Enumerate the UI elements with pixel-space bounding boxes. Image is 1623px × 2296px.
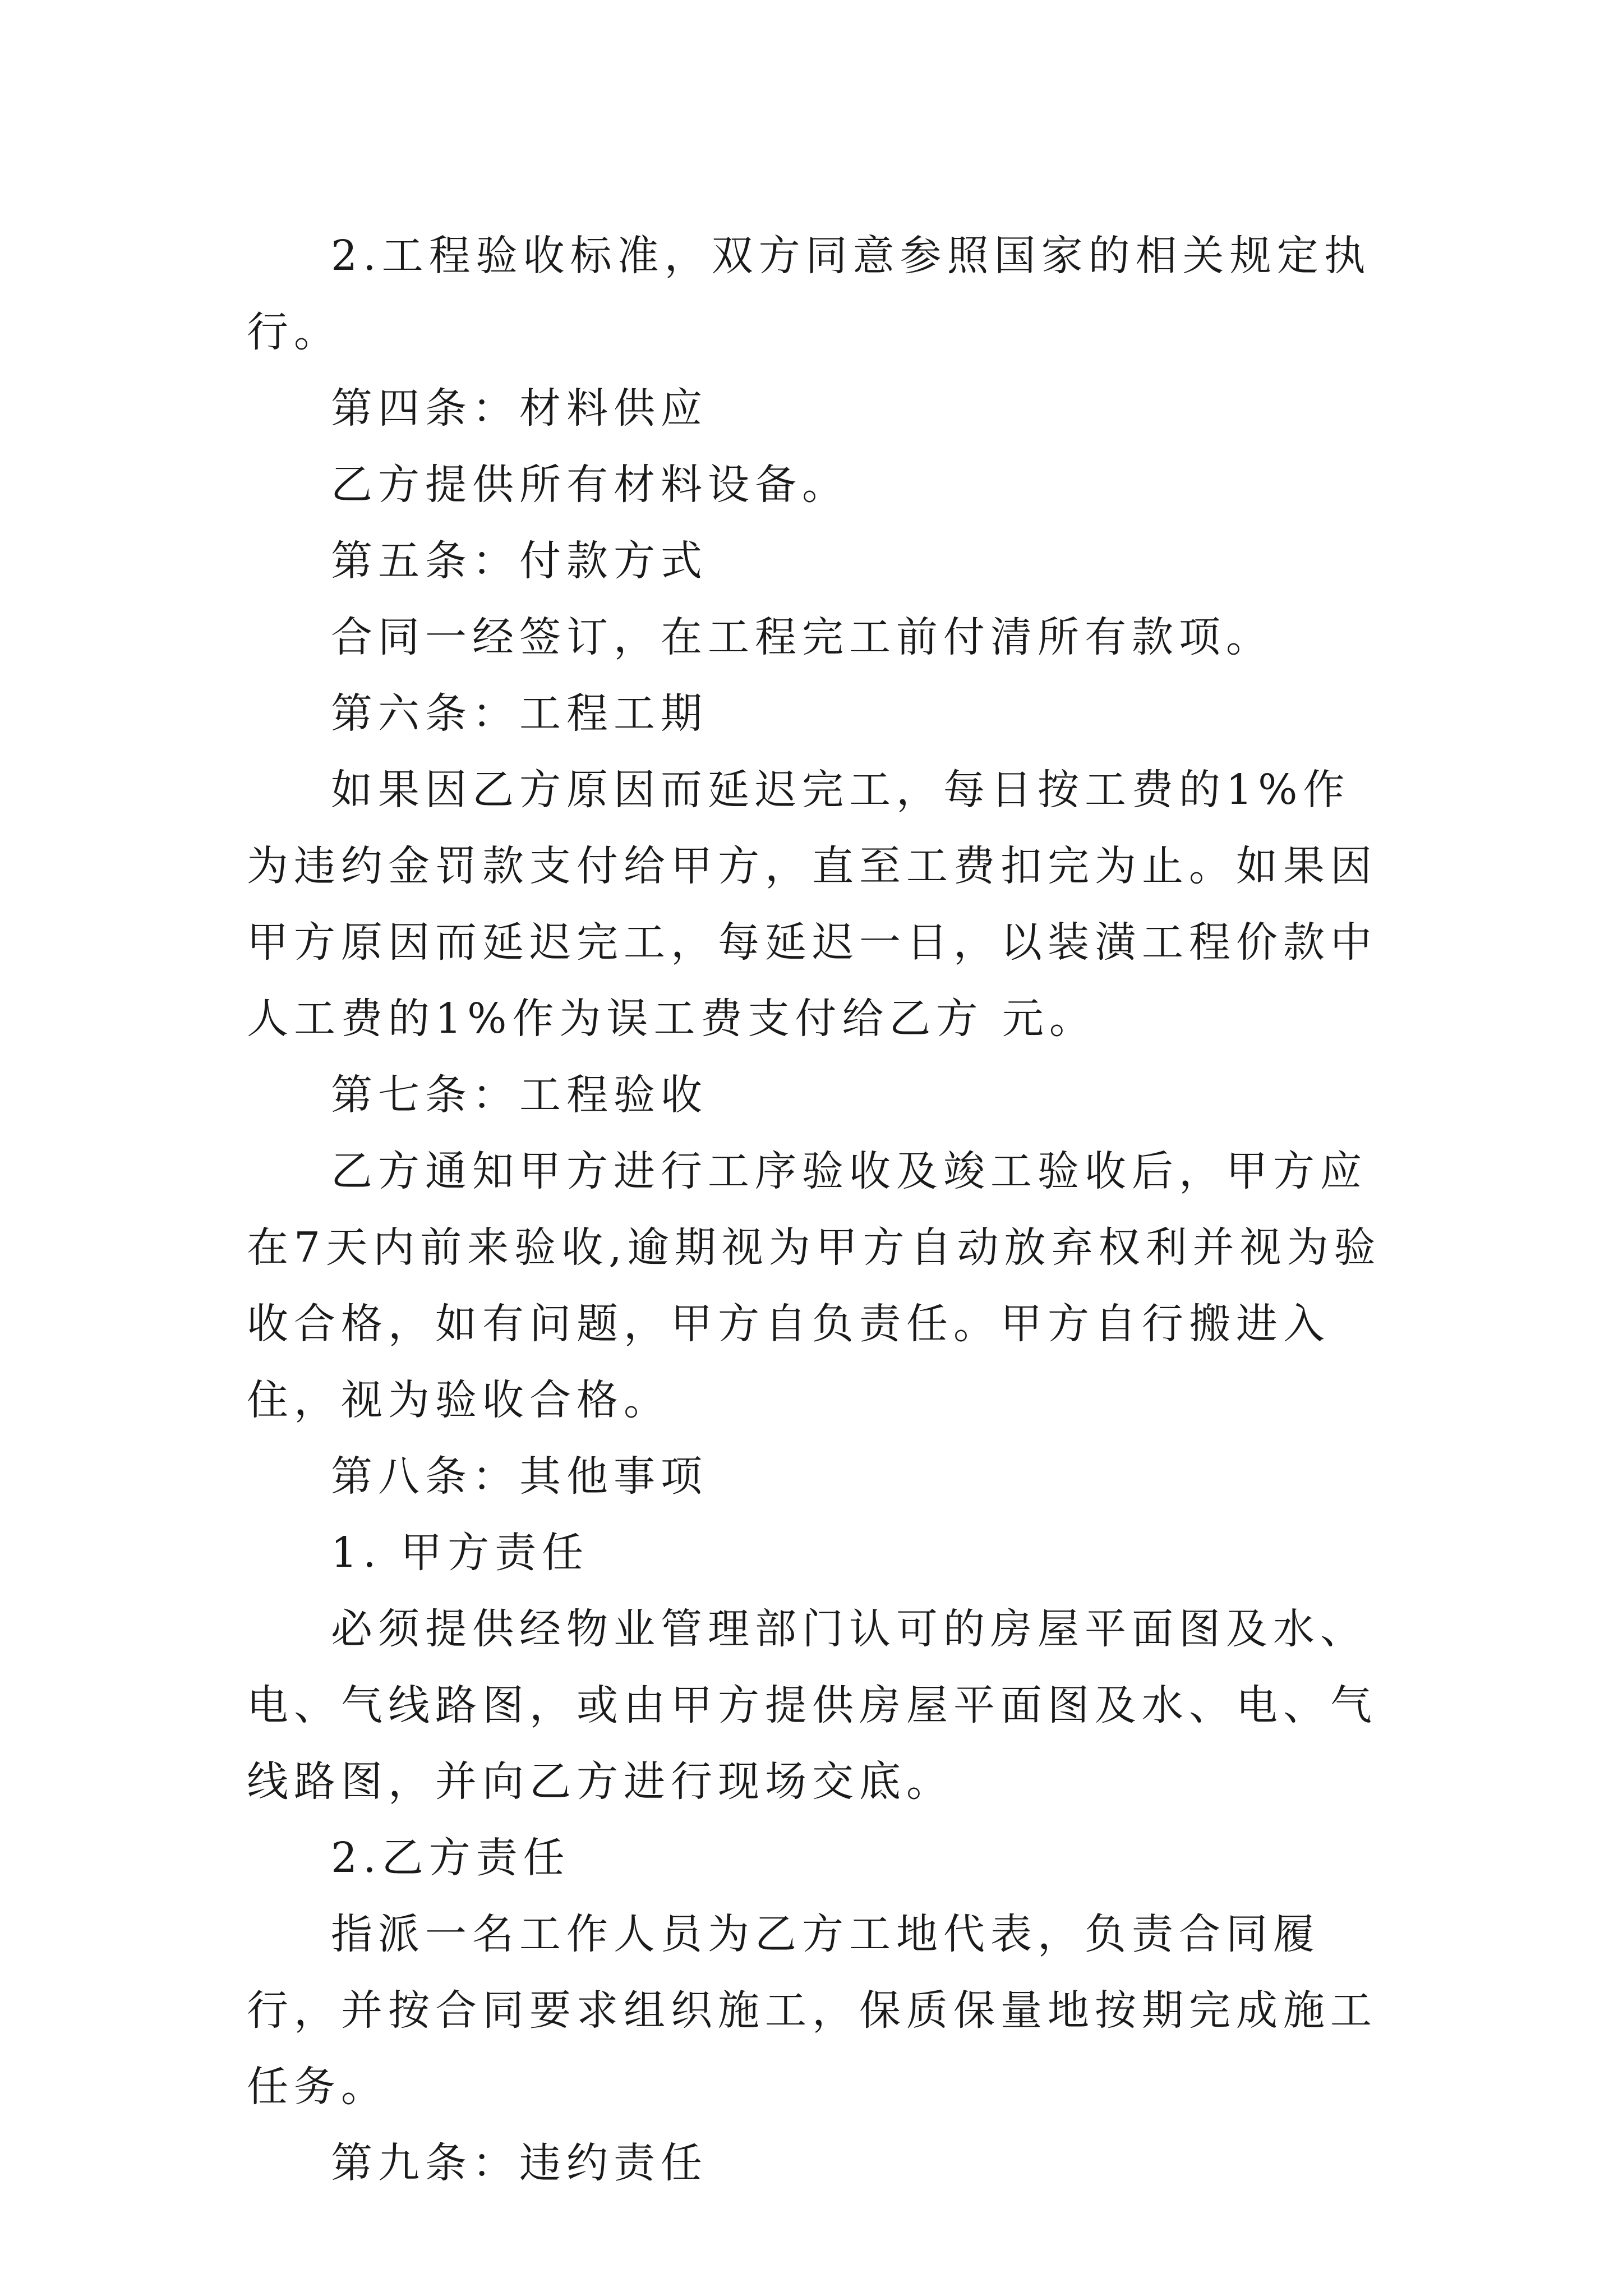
article-9-heading: 第九条：违约责任 bbox=[331, 2139, 708, 2187]
material-supply-text: 乙方提供所有材料设备。 bbox=[331, 461, 849, 509]
article-5-heading: 第五条：付款方式 bbox=[331, 537, 708, 585]
document-body bbox=[247, 218, 1382, 2201]
party-a-responsibility-heading: 1. 甲方责任 bbox=[331, 1529, 589, 1577]
article-8-heading: 第八条：其他事项 bbox=[331, 1452, 708, 1501]
party-b-responsibility-text: 指派一名工作人员为乙方工地代表，负责合同履行，并按合同要求组织施工，保质保量地按期完成施工任务。 bbox=[247, 1910, 1377, 2111]
acceptance-standard-clause: 2.工程验收标准，双方同意参照国家的相关规定执行。 bbox=[247, 232, 1371, 356]
payment-method-text: 合同一经签订，在工程完工前付清所有款项。 bbox=[331, 613, 1273, 661]
party-b-responsibility-heading: 2.乙方责任 bbox=[331, 1834, 570, 1882]
article-6-heading: 第六条：工程工期 bbox=[331, 689, 708, 738]
article-7-heading: 第七条：工程验收 bbox=[331, 1071, 708, 1119]
article-4-heading: 第四条：材料供应 bbox=[331, 384, 708, 432]
construction-period-text: 如果因乙方原因而延迟完工，每日按工费的1%作为违约金罚款支付给甲方，直至工费扣完为止。如果因甲方原因而延迟完工，每延迟一日，以装潢工程价款中人工费的1%作为误工费支付给乙方 元。 bbox=[247, 766, 1377, 1043]
party-a-responsibility-text: 必须提供经物业管理部门认可的房屋平面图及水、电、气线路图，或由甲方提供房屋平面图及水、电、气线路图，并向乙方进行现场交底。 bbox=[247, 1605, 1377, 1806]
acceptance-text: 乙方通知甲方进行工序验收及竣工验收后，甲方应在7天内前来验收,逾期视为甲方自动放弃权利并视为验收合格，如有问题，甲方自负责任。甲方自行搬进入住，视为验收合格。 bbox=[247, 1147, 1381, 1424]
